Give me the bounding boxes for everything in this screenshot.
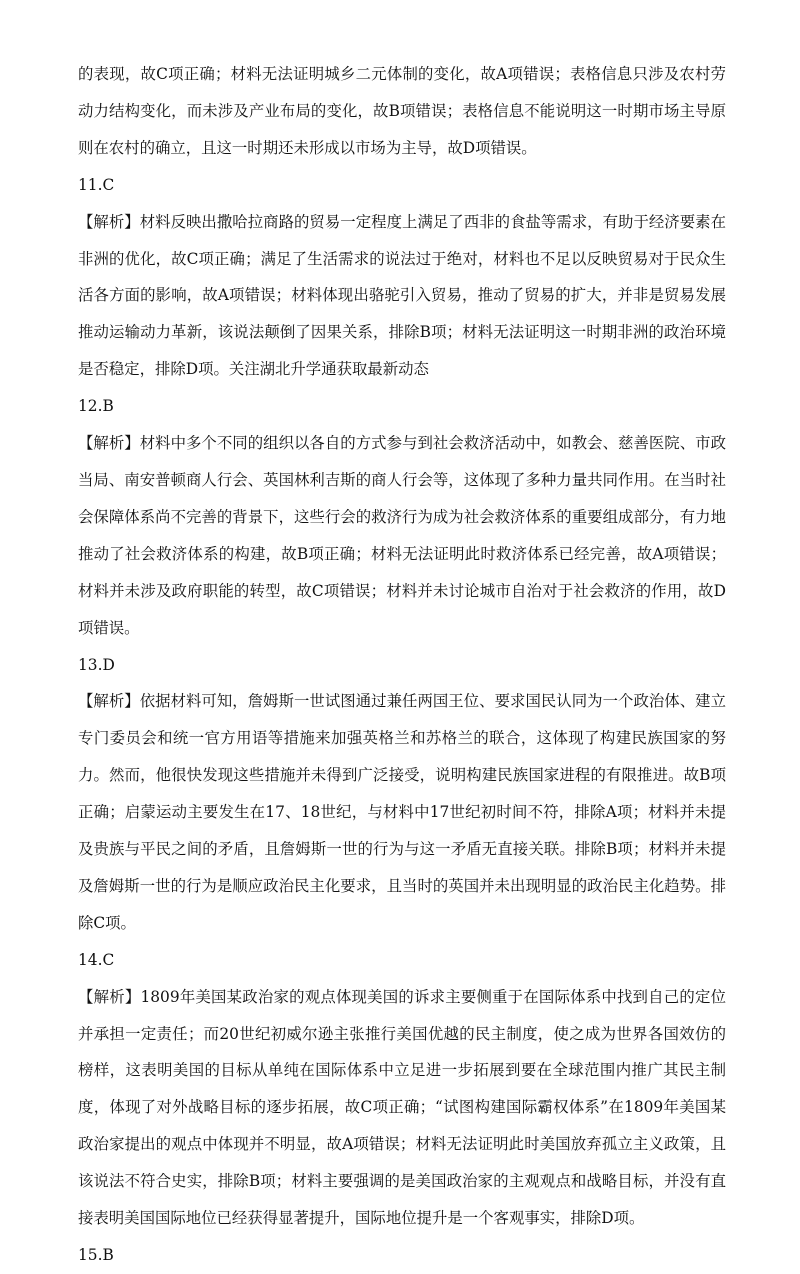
answer-number: 13.D (78, 655, 115, 674)
answer-explanation-paragraph: 【解析】1809年美国某政治家的观点体现美国的诉求主要侧重于在国际体系中找到自己的定位并承担一定责任；而20世纪初威尔逊主张推行美国优越的民主制度，使之成为世界各国效仿的榜样，这表明美国的目标从单纯在国际体系中立足进一步拓展到要在全球范围内推广其民主制度，体现了对外战略目标的逐步拓展，故C项正确；“试图构建国际霸权体系”在1809年美国某政治家提出的观点中体现并不明显，故A项错误；材料无法证明此时美国放弃孤立主义政策，且该说法不符合史实，排除B项；材料主要强调的是美国政治家的主观观点和战略目标，并没有直接表明美国国际地位已经获得显著提升，国际地位提升是一个客观事实，排除D项。 (78, 987, 726, 1228)
answer-number: 14.C (78, 950, 115, 969)
answer-explanation-paragraph: 【解析】依据材料可知，詹姆斯一世试图通过兼任两国王位、要求国民认同为一个政治体、建立专门委员会和统一官方用语等措施来加强英格兰和苏格兰的联合，这体现了构建民族国家的努力。然而，他很快发现这些措施并未得到广泛接受，说明构建民族国家进程的有限推进。故B项正确；启蒙运动主要发生在17、18世纪，与材料中17世纪初时间不符，排除A项；材料并未提及贵族与平民之间的矛盾，且詹姆斯一世的行为与这一矛盾无直接关联。排除B项；材料并未提及詹姆斯一世的行为是顺应政治民主化要求，且当时的英国并未出现明显的政治民主化趋势。排除C项。 (78, 692, 726, 932)
document-page (78, 56, 726, 1274)
answer-explanation-paragraph: 的表现，故C项正确；材料无法证明城乡二元体制的变化，故A项错误；表格信息只涉及农村劳动力结构变化，而未涉及产业布局的变化，故B项错误；表格信息不能说明这一时期市场主导原则在农村的确立，且这一时期还未形成以市场为主导，故D项错误。 (78, 65, 726, 157)
answer-explanation-paragraph: 【解析】材料反映出撒哈拉商路的贸易一定程度上满足了西非的食盐等需求，有助于经济要素在非洲的优化，故C项正确；满足了生活需求的说法过于绝对，材料也不足以反映贸易对于民众生活各方面的影响，故A项错误；材料体现出骆驼引入贸易，推动了贸易的扩大，并非是贸易发展推动运输动力革新，该说法颠倒了因果关系，排除B项；材料无法证明这一时期非洲的政治环境是否稳定，排除D项。关注湖北升学通获取最新动态 (78, 212, 726, 379)
answer-number: 12.B (78, 397, 114, 416)
answer-explanation-paragraph: 【解析】材料中多个不同的组织以各自的方式参与到社会救济活动中，如教会、慈善医院、市政当局、南安普顿商人行会、英国林利吉斯的商人行会等，这体现了多种力量共同作用。在当时社会保障体系尚不完善的背景下，这些行会的救济行为成为社会救济体系的重要组成部分，有力地推动了社会救济体系的构建，故B项正确；材料无法证明此时救济体系已经完善，故A项错误；材料并未涉及政府职能的转型，故C项错误；材料并未讨论城市自治对于社会救济的作用，故D项错误。 (78, 434, 726, 637)
answer-number: 11.C (78, 175, 115, 194)
answer-number: 15.B (78, 1246, 114, 1264)
